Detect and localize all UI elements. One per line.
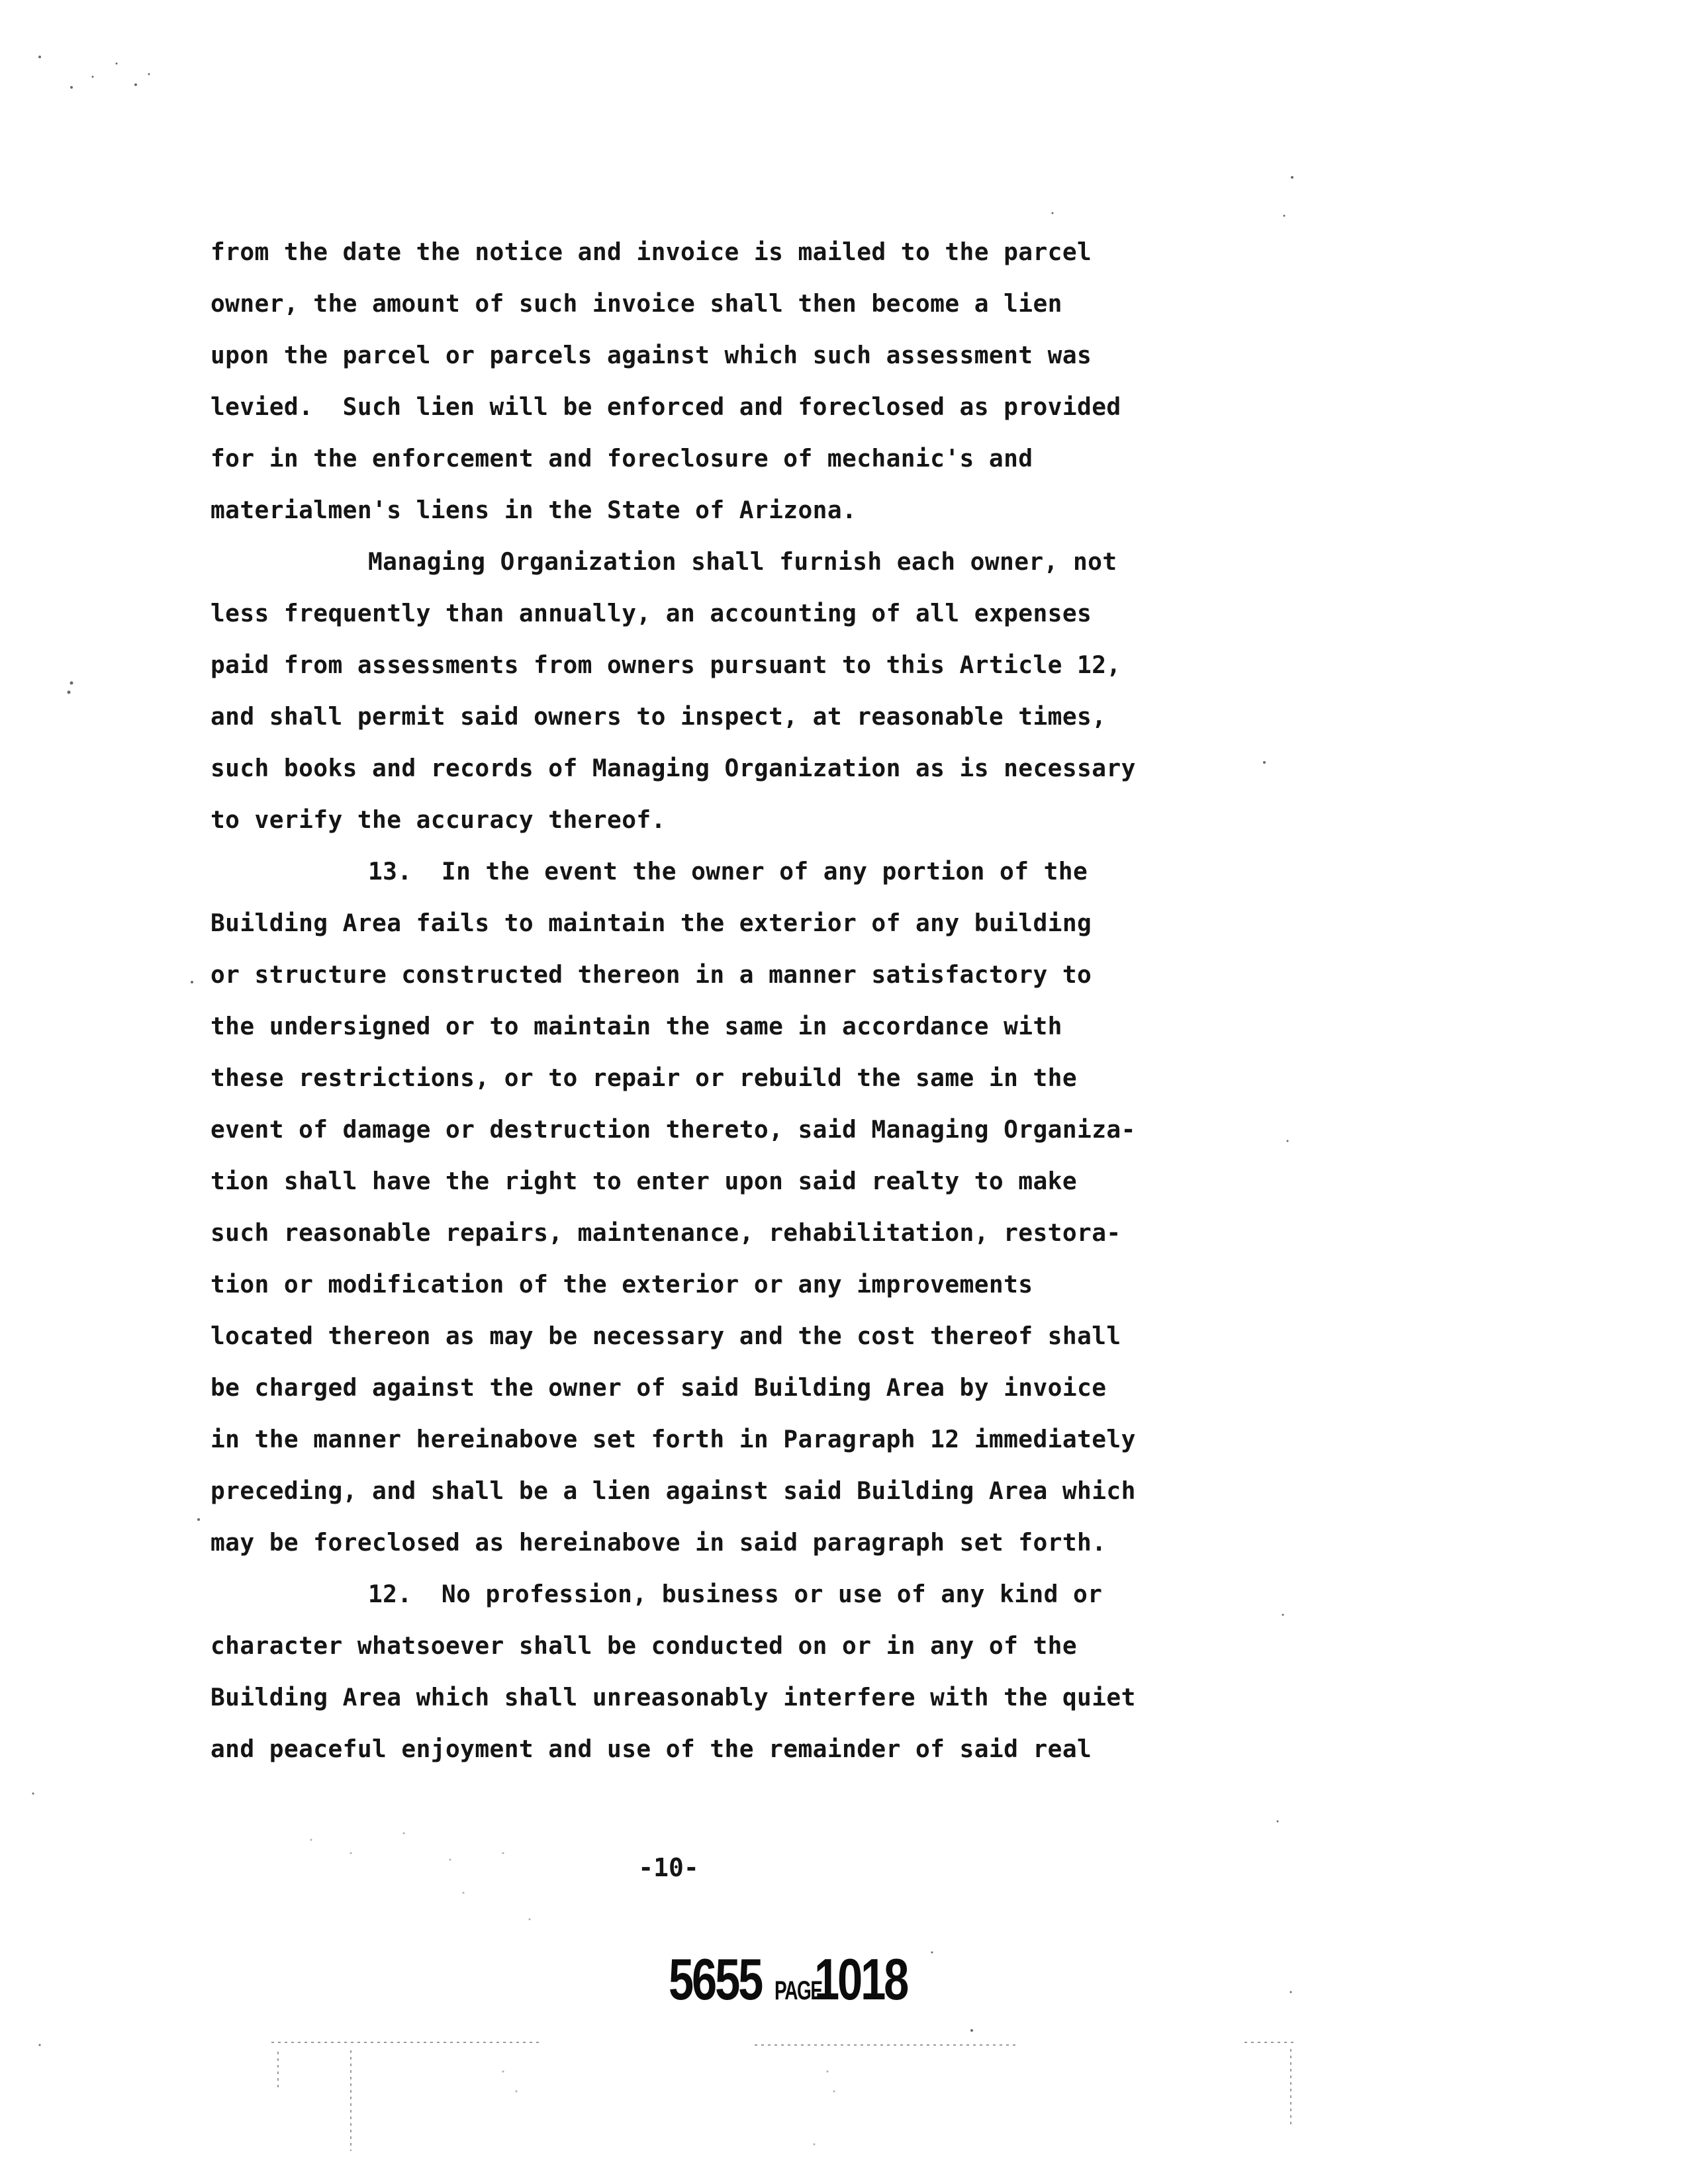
text-line: paid from assessments from owners pursuant to this Article 12,	[211, 651, 1121, 679]
text-line: in the manner hereinabove set forth in Paragraph 12 immediately	[211, 1425, 1136, 1453]
text-line: these restrictions, or to repair or rebuild the same in the	[211, 1064, 1078, 1092]
text-line: event of damage or destruction thereto, said Managing Organiza-	[211, 1115, 1136, 1144]
text-line: such reasonable repairs, maintenance, rehabilitation, restora-	[211, 1218, 1121, 1247]
paragraph-first-line: Managing Organization shall furnish each owner, not	[368, 547, 1117, 576]
paragraph-first-line: 13. In the event the owner of any portion of the	[368, 857, 1088, 886]
stamp-page-number: 1018	[814, 1946, 908, 2012]
text-line: located thereon as may be necessary and the cost thereof shall	[211, 1322, 1121, 1350]
text-line: and shall permit said owners to inspect, at reasonable times,	[211, 702, 1107, 731]
text-line: or structure constructed thereon in a manner satisfactory to	[211, 960, 1092, 989]
text-line: and peaceful enjoyment and use of the remainder of said real	[211, 1735, 1092, 1763]
text-line: tion or modification of the exterior or any improvements	[211, 1270, 1033, 1298]
text-line: be charged against the owner of said Building Area by invoice	[211, 1373, 1107, 1402]
page-number: -10-	[638, 1853, 699, 1882]
text-line: preceding, and shall be a lien against said Building Area which	[211, 1477, 1136, 1505]
text-line: owner, the amount of such invoice shall then become a lien	[211, 289, 1062, 318]
text-line: upon the parcel or parcels against which such assessment was	[211, 341, 1092, 369]
recording-stamp	[669, 1946, 933, 2012]
text-line: levied. Such lien will be enforced and foreclosed as provided	[211, 392, 1121, 421]
text-line: to verify the accuracy thereof.	[211, 805, 666, 834]
text-line: Building Area which shall unreasonably interfere with the quiet	[211, 1683, 1136, 1711]
text-line: such books and records of Managing Organization as is necessary	[211, 754, 1136, 782]
text-line: may be foreclosed as hereinabove in said paragraph set forth.	[211, 1528, 1107, 1557]
text-line: tion shall have the right to enter upon said realty to make	[211, 1167, 1078, 1195]
text-line: less frequently than annually, an accounting of all expenses	[211, 599, 1092, 627]
text-line: Building Area fails to maintain the exterior of any building	[211, 909, 1092, 937]
text-line: from the date the notice and invoice is mailed to the parcel	[211, 238, 1092, 266]
text-line: for in the enforcement and foreclosure of mechanic's and	[211, 444, 1033, 473]
stamp-page-word: PAGE	[774, 1976, 822, 2005]
text-line: character whatsoever shall be conducted on or in any of the	[211, 1631, 1078, 1660]
text-line: the undersigned or to maintain the same in accordance with	[211, 1012, 1062, 1040]
paragraph-first-line: 12. No profession, business or use of any kind or	[368, 1580, 1103, 1608]
stamp-book-number: 5655	[669, 1946, 762, 2012]
text-line: materialmen's liens in the State of Arizona.	[211, 496, 857, 524]
body-text	[211, 226, 1217, 1775]
